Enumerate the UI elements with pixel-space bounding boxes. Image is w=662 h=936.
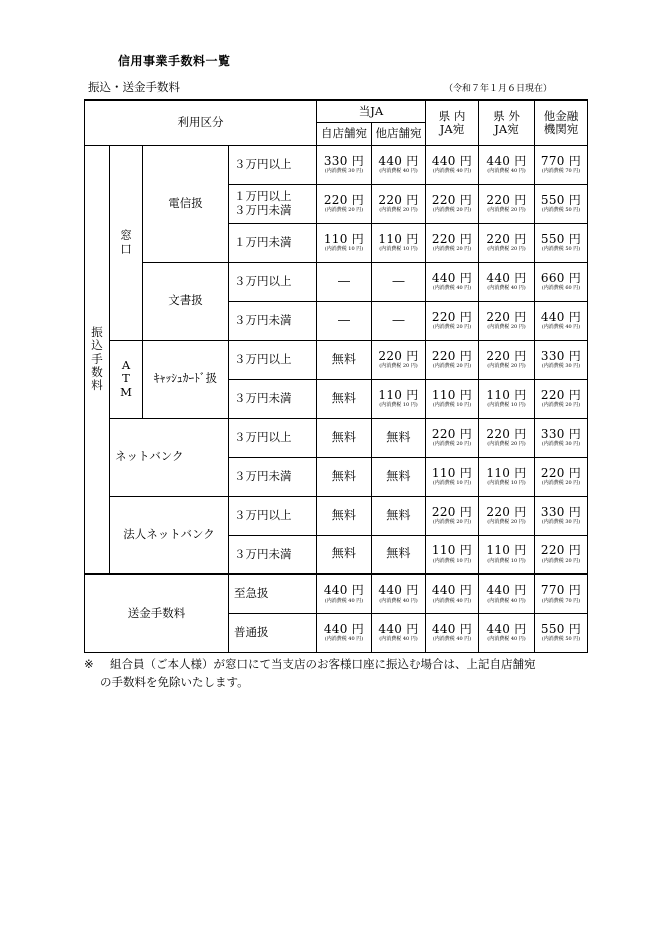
tax-note: (内消費税 40 円) <box>324 636 364 643</box>
fee-amount: 440 円 <box>486 153 527 168</box>
fee-cell <box>535 379 588 418</box>
free-label: 無料 <box>386 507 411 522</box>
tax-note: (内消費税 40 円) <box>379 597 418 604</box>
fee-cell <box>479 496 535 535</box>
amount-range: ３万円以上 <box>229 418 317 457</box>
remittance-type: 普通扱 <box>229 613 317 652</box>
fee-cell <box>479 184 535 223</box>
tax-note: (内消費税 20 円) <box>487 519 526 526</box>
tax-note: (内消費税 20 円) <box>541 402 581 409</box>
fee-cell <box>317 613 372 652</box>
tax-note: (内消費税 20 円) <box>379 363 418 370</box>
fee-cell <box>372 301 426 340</box>
fee-amount: 330 円 <box>540 504 582 519</box>
fee-cell <box>372 496 426 535</box>
fee-cell <box>535 535 588 574</box>
header-usage: 利用区分 <box>85 100 317 145</box>
corp-net-bank-label: 法人ネットバンク <box>110 496 229 574</box>
fee-cell <box>317 340 372 379</box>
fee-amount: 440 円 <box>486 582 527 597</box>
atm-label: A T M <box>110 340 143 418</box>
amount-range: ３万円未満 <box>229 535 317 574</box>
tax-note: (内消費税 20 円) <box>432 519 472 526</box>
fee-amount: 440 円 <box>486 270 527 285</box>
fee-cell <box>426 145 479 184</box>
fee-amount: 220 円 <box>486 504 527 519</box>
fee-amount: 440 円 <box>378 621 419 636</box>
fee-amount: 440 円 <box>540 309 582 324</box>
tax-note: (内消費税 10 円) <box>379 402 418 409</box>
tax-note: (内消費税 20 円) <box>487 324 526 331</box>
fee-cell <box>317 379 372 418</box>
fee-amount: 440 円 <box>486 621 527 636</box>
fee-amount: 440 円 <box>431 153 473 168</box>
fee-cell <box>426 262 479 301</box>
tax-note: (内消費税 40 円) <box>487 636 526 643</box>
free-label: 無料 <box>331 390 357 405</box>
fee-amount: 220 円 <box>540 543 582 558</box>
fee-amount: 110 円 <box>431 387 473 402</box>
tax-note: (内消費税 10 円) <box>432 480 472 487</box>
fee-cell <box>535 301 588 340</box>
fee-cell <box>317 457 372 496</box>
amount-range: ３万円未満 <box>229 457 317 496</box>
tax-note: (内消費税 10 円) <box>379 246 418 253</box>
fee-amount: 220 円 <box>486 348 527 363</box>
fee-cell <box>426 574 479 613</box>
fee-cell <box>317 418 372 457</box>
fee-cell <box>372 574 426 613</box>
fee-cell <box>317 574 372 613</box>
table-row <box>85 262 588 301</box>
fee-amount: 110 円 <box>486 465 527 480</box>
not-available: ― <box>338 312 350 327</box>
amount-range: ３万円未満 <box>229 301 317 340</box>
fee-cell <box>426 223 479 262</box>
fee-amount: 440 円 <box>378 153 419 168</box>
fee-amount: 110 円 <box>378 387 419 402</box>
fee-amount: 330 円 <box>540 426 582 441</box>
header-in-prefecture: 県 内 JA宛 <box>426 100 479 145</box>
table-row <box>85 418 588 457</box>
tax-note: (内消費税 20 円) <box>541 558 581 565</box>
tax-note: (内消費税 30 円) <box>541 363 581 370</box>
tax-note: (内消費税 20 円) <box>432 441 472 448</box>
fee-amount: 220 円 <box>323 192 365 207</box>
fee-cell <box>479 262 535 301</box>
tax-note: (内消費税 40 円) <box>432 285 472 292</box>
fee-cell <box>479 574 535 613</box>
cash-card-label: ｷｬｯｼｭｶｰﾄﾞ扱 <box>143 340 229 418</box>
fee-cell <box>479 379 535 418</box>
tax-note: (内消費税 40 円) <box>487 285 526 292</box>
fee-amount: 220 円 <box>540 387 582 402</box>
section-subtitle: 振込・送金手数料 <box>88 80 180 94</box>
tax-note: (内消費税 30 円) <box>541 519 581 526</box>
counter-label: 窓 口 <box>110 145 143 340</box>
fee-amount: 550 円 <box>540 192 582 207</box>
tax-note: (内消費税 20 円) <box>432 207 472 214</box>
fee-cell <box>479 613 535 652</box>
fee-cell <box>317 223 372 262</box>
tax-note: (内消費税 70 円) <box>541 168 581 175</box>
amount-range: ３万円以上 <box>229 340 317 379</box>
header-other-bank: 他金融 機関宛 <box>535 100 588 145</box>
tax-note: (内消費税 50 円) <box>541 207 581 214</box>
tax-note: (内消費税 40 円) <box>379 168 418 175</box>
tax-note: (内消費税 10 円) <box>324 246 364 253</box>
free-label: 無料 <box>386 468 411 483</box>
tax-note: (内消費税 20 円) <box>432 363 472 370</box>
tax-note: (内消費税 20 円) <box>487 246 526 253</box>
amount-range: ３万円以上 <box>229 262 317 301</box>
fee-cell <box>372 418 426 457</box>
not-available: ― <box>338 273 350 288</box>
fee-cell <box>479 535 535 574</box>
fee-cell <box>535 223 588 262</box>
fee-cell <box>317 184 372 223</box>
tax-note: (内消費税 10 円) <box>487 558 526 565</box>
header-out-prefecture: 県 外 JA宛 <box>479 100 535 145</box>
header-other-branch: 他店舗宛 <box>372 122 426 145</box>
telegraphic-label: 電信扱 <box>143 145 229 262</box>
fee-cell <box>479 457 535 496</box>
tax-note: (内消費税 20 円) <box>379 207 418 214</box>
fee-cell <box>372 223 426 262</box>
fee-amount: 220 円 <box>431 504 473 519</box>
fee-amount: 440 円 <box>431 621 473 636</box>
fee-cell <box>372 535 426 574</box>
fee-cell <box>479 145 535 184</box>
free-label: 無料 <box>386 429 411 444</box>
fee-cell <box>479 301 535 340</box>
amount-range: ３万円以上 <box>229 145 317 184</box>
table-row <box>85 145 588 184</box>
fee-cell <box>535 340 588 379</box>
fee-amount: 110 円 <box>431 465 473 480</box>
fee-amount: 220 円 <box>431 309 473 324</box>
tax-note: (内消費税 40 円) <box>432 636 472 643</box>
tax-note: (内消費税 40 円) <box>487 168 526 175</box>
fee-cell <box>479 418 535 457</box>
tax-note: (内消費税 20 円) <box>432 324 472 331</box>
tax-note: (内消費税 50 円) <box>541 246 581 253</box>
fee-amount: 110 円 <box>323 231 365 246</box>
tax-note: (内消費税 40 円) <box>432 168 472 175</box>
fee-cell <box>535 145 588 184</box>
fee-amount: 440 円 <box>323 582 365 597</box>
tax-note: (内消費税 20 円) <box>324 207 364 214</box>
fee-amount: 220 円 <box>378 348 419 363</box>
fee-cell <box>372 613 426 652</box>
fee-cell <box>535 262 588 301</box>
fee-amount: 770 円 <box>540 582 582 597</box>
note-mark: ※ <box>84 657 94 671</box>
tax-note: (内消費税 30 円) <box>324 168 364 175</box>
fee-cell <box>372 457 426 496</box>
tax-note: (内消費税 40 円) <box>487 597 526 604</box>
free-label: 無料 <box>331 351 357 366</box>
note-line-1: 組合員（ご本人様）が窓口にて当支店のお客様口座に振込む場合は、上記自店舗宛 <box>110 657 536 671</box>
fee-amount: 220 円 <box>486 426 527 441</box>
fee-amount: 220 円 <box>431 348 473 363</box>
document-label: 文書扱 <box>143 262 229 340</box>
fee-amount: 220 円 <box>486 309 527 324</box>
fee-cell <box>426 535 479 574</box>
tax-note: (内消費税 40 円) <box>379 636 418 643</box>
fee-cell <box>426 184 479 223</box>
fee-amount: 440 円 <box>378 582 419 597</box>
fee-cell <box>535 613 588 652</box>
tax-note: (内消費税 70 円) <box>541 597 581 604</box>
fee-amount: 220 円 <box>431 192 473 207</box>
fee-amount: 770 円 <box>540 153 582 168</box>
amount-range: １万円未満 <box>229 223 317 262</box>
not-available: ― <box>392 273 405 288</box>
page-title: 信用事業手数料一覧 <box>118 54 231 68</box>
fee-amount: 220 円 <box>431 426 473 441</box>
fee-amount: 440 円 <box>431 582 473 597</box>
fee-cell <box>535 418 588 457</box>
fee-cell <box>426 301 479 340</box>
amount-range: ３万円未満 <box>229 379 317 418</box>
fee-cell <box>372 340 426 379</box>
fee-cell <box>317 145 372 184</box>
free-label: 無料 <box>331 429 357 444</box>
fee-cell <box>426 379 479 418</box>
tax-note: (内消費税 20 円) <box>487 441 526 448</box>
fee-cell <box>426 613 479 652</box>
net-bank-label: ネットバンク <box>110 418 229 496</box>
free-label: 無料 <box>331 546 357 561</box>
fee-cell <box>535 574 588 613</box>
tax-note: (内消費税 10 円) <box>487 402 526 409</box>
tax-note: (内消費税 10 円) <box>487 480 526 487</box>
as-of-date: （令和７年１月６日現在） <box>444 84 553 94</box>
tax-note: (内消費税 10 円) <box>432 402 472 409</box>
fee-cell <box>317 496 372 535</box>
fee-amount: 440 円 <box>323 621 365 636</box>
tax-note: (内消費税 10 円) <box>432 558 472 565</box>
fee-amount: 550 円 <box>540 231 582 246</box>
fee-amount: 220 円 <box>486 231 527 246</box>
fee-cell <box>317 262 372 301</box>
fee-amount: 110 円 <box>486 543 527 558</box>
fee-cell <box>317 301 372 340</box>
fee-amount: 550 円 <box>540 621 582 636</box>
fee-cell <box>426 418 479 457</box>
amount-range: ３万円以上 <box>229 496 317 535</box>
fee-amount: 110 円 <box>431 543 473 558</box>
free-label: 無料 <box>386 546 411 561</box>
not-available: ― <box>392 312 405 327</box>
fee-cell <box>372 184 426 223</box>
tax-note: (内消費税 20 円) <box>487 363 526 370</box>
transfer-fee-label: 振 込 手 数 料 <box>85 145 110 574</box>
tax-note: (内消費税 30 円) <box>541 441 581 448</box>
fee-cell <box>479 223 535 262</box>
fee-amount: 220 円 <box>486 192 527 207</box>
tax-note: (内消費税 20 円) <box>541 480 581 487</box>
tax-note: (内消費税 40 円) <box>541 324 581 331</box>
free-label: 無料 <box>331 507 357 522</box>
fee-amount: 110 円 <box>486 387 527 402</box>
table-row <box>85 340 588 379</box>
tax-note: (内消費税 50 円) <box>541 636 581 643</box>
fee-cell <box>426 457 479 496</box>
fee-amount: 660 円 <box>540 270 582 285</box>
tax-note: (内消費税 20 円) <box>432 246 472 253</box>
fee-cell <box>426 496 479 535</box>
fee-cell <box>479 340 535 379</box>
fee-amount: 330 円 <box>540 348 582 363</box>
tax-note: (内消費税 40 円) <box>432 597 472 604</box>
note-line-2: の手数料を免除いたします。 <box>100 675 249 690</box>
fee-amount: 110 円 <box>378 231 419 246</box>
remittance-fee-label: 送金手数料 <box>85 574 229 652</box>
tax-note: (内消費税 40 円) <box>324 597 364 604</box>
tax-note: (内消費税 60 円) <box>541 285 581 292</box>
fee-table <box>84 99 588 653</box>
fee-amount: 440 円 <box>431 270 473 285</box>
fee-cell <box>372 145 426 184</box>
remittance-type: 至急扱 <box>229 574 317 613</box>
fee-amount: 220 円 <box>540 465 582 480</box>
fee-cell <box>317 535 372 574</box>
fee-cell <box>372 379 426 418</box>
fee-cell <box>426 340 479 379</box>
fee-cell <box>535 496 588 535</box>
fee-amount: 220 円 <box>431 231 473 246</box>
tax-note: (内消費税 20 円) <box>487 207 526 214</box>
header-own-ja: 当JA <box>317 100 426 122</box>
table-row <box>85 574 588 613</box>
fee-cell <box>535 184 588 223</box>
fee-cell <box>535 457 588 496</box>
amount-range: １万円以上 ３万円未満 <box>229 184 317 223</box>
fee-amount: 220 円 <box>378 192 419 207</box>
fee-cell <box>372 262 426 301</box>
table-row <box>85 496 588 535</box>
header-own-branch: 自店舗宛 <box>317 122 372 145</box>
free-label: 無料 <box>331 468 357 483</box>
footnote <box>84 655 614 692</box>
fee-amount: 330 円 <box>323 153 365 168</box>
